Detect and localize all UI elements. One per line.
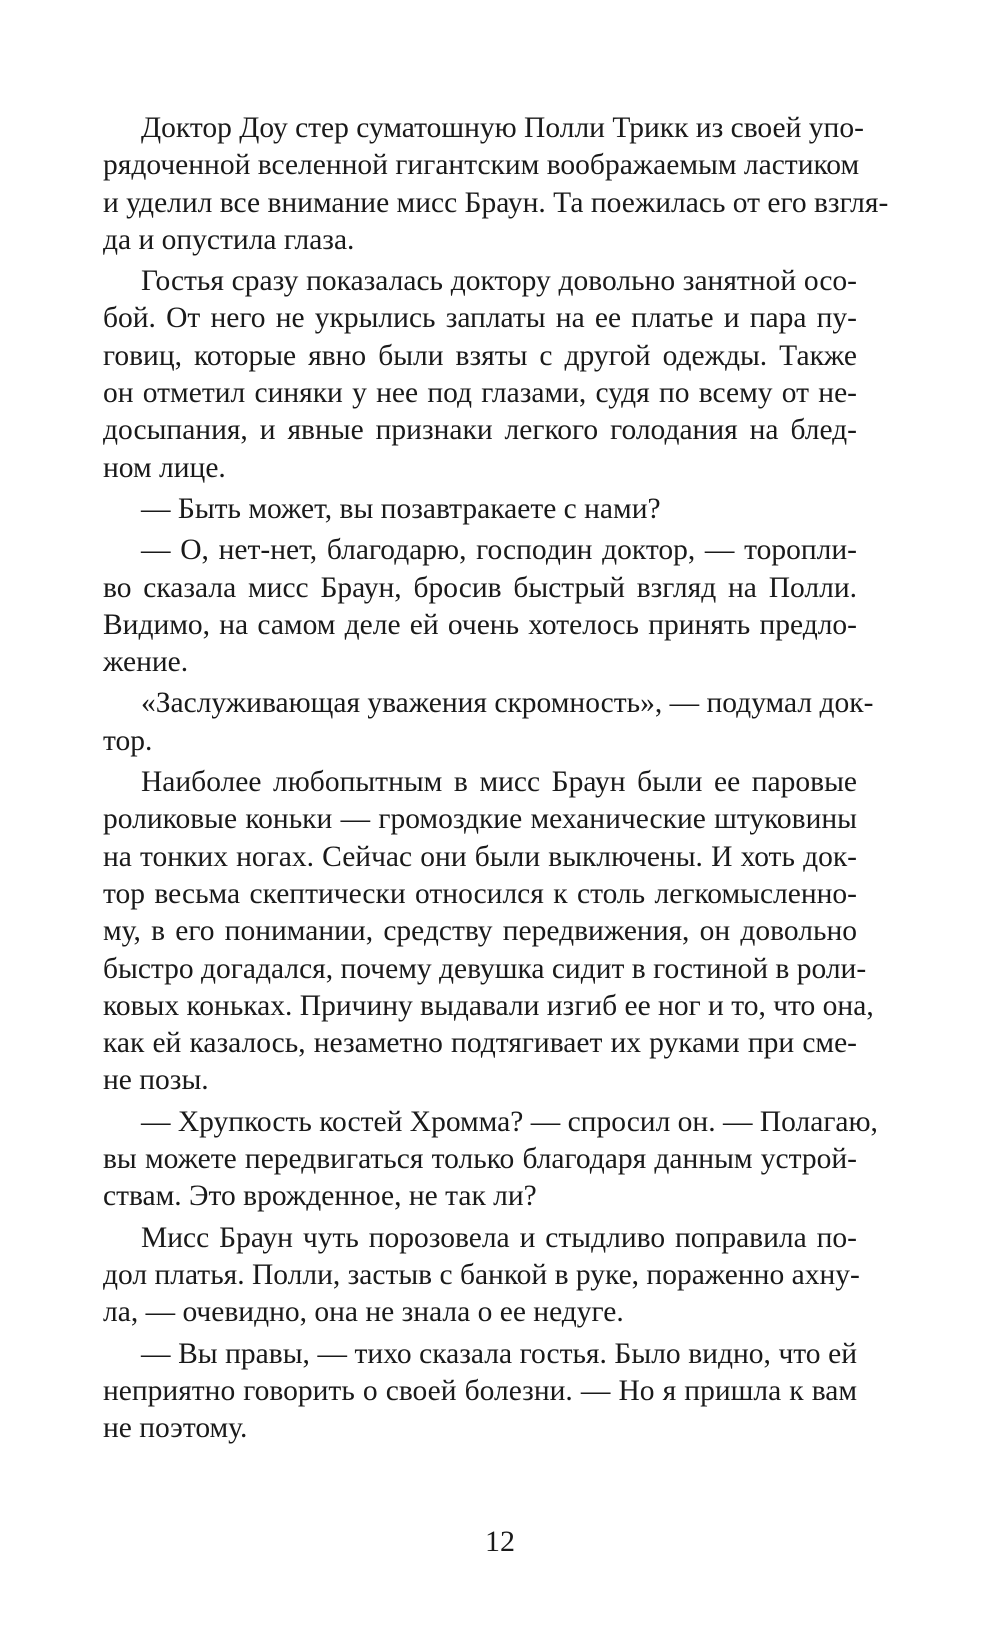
text-line: — Вы правы, — тихо сказала гостья. Было видно, что ей [141,1337,857,1370]
paragraph [103,110,889,259]
text-line: неприятно говорить о своей болезни. — Но я пришла к вам [103,1374,857,1407]
text-line: ла, — очевидно, она не знала о ее недуге. [103,1296,624,1329]
text-line: — О, нет-нет, благодарю, господин доктор, — торопли- [141,534,857,567]
text-line: как ей казалось, незаметно подтягивает их руками при сме- [103,1027,857,1060]
text-line: не поэтому. [103,1412,248,1445]
text-line: быстро догадался, почему девушка сидит в гостиной в роли- [103,952,867,985]
text-line: не позы. [103,1064,209,1097]
text-line: вы можете передвигаться только благодаря данным устрой- [103,1143,857,1176]
paragraph [103,263,857,487]
text-line: Мисс Браун чуть порозовела и стыдливо поправила по- [141,1221,857,1254]
text-line: — Быть может, вы позавтракаете с нами? [141,492,661,525]
text-line: говиц, которые явно были взяты с другой одежды. Также [103,339,857,372]
text-line: — Хрупкость костей Хромма? — спросил он. — Полагаю, [141,1105,878,1138]
text-line: на тонких ногах. Сейчас они были выключены. И хоть док- [103,840,857,873]
text-line: он отметил синяки у нее под глазами, судя по всему от не- [103,377,857,410]
text-line: тор. [103,724,153,757]
text-line: да и опустила глаза. [103,223,355,256]
text-line: тор весьма скептически относился к столь легкомысленно- [103,877,857,910]
paragraph [103,1104,878,1216]
text-line: роликовые коньки — громоздкие механические штуковины [103,803,857,836]
text-line: му, в его понимании, средству передвижения, он довольно [103,915,857,948]
paragraph [103,764,874,1100]
text-line: досыпания, и явные признаки легкого голодания на блед- [103,414,857,447]
text-line: во сказала мисс Браун, бросив быстрый взгляд на Полли. [103,571,857,604]
text-line: и уделил все внимание мисс Браун. Та поежилась от его взгля- [103,186,889,219]
text-line: Наиболее любопытным в мисс Браун были ее паровые [141,766,857,799]
paragraph [103,1336,857,1448]
text-line: жение. [103,646,189,679]
page-number: 12 [485,1525,515,1558]
text-line: Видимо, на самом деле ей очень хотелось принять предло- [103,608,857,641]
body-text [103,110,889,1447]
text-line: дол платья. Полли, застыв с банкой в руке, пораженно ахну- [103,1258,860,1291]
text-line: ствам. Это врожденное, не так ли? [103,1180,537,1213]
paragraph [103,685,874,760]
text-line: ковых коньках. Причину выдавали изгиб ее ног и то, что она, [103,989,874,1022]
text-line: бой. От него не укрылись заплаты на ее платье и пара пу- [103,302,857,335]
paragraph [103,532,857,681]
text-line: «Заслуживающая уважения скромность», — подумал док- [141,687,874,720]
paragraph [103,1220,860,1332]
text-line: Доктор Доу стер суматошную Полли Трикк из своей упо- [141,112,864,144]
text-line: Гостья сразу показалась доктору довольно занятной осо- [141,265,857,298]
text-line: рядоченной вселенной гигантским воображаемым ластиком [103,149,860,182]
text-line: ном лице. [103,451,226,484]
paragraph [103,491,857,528]
